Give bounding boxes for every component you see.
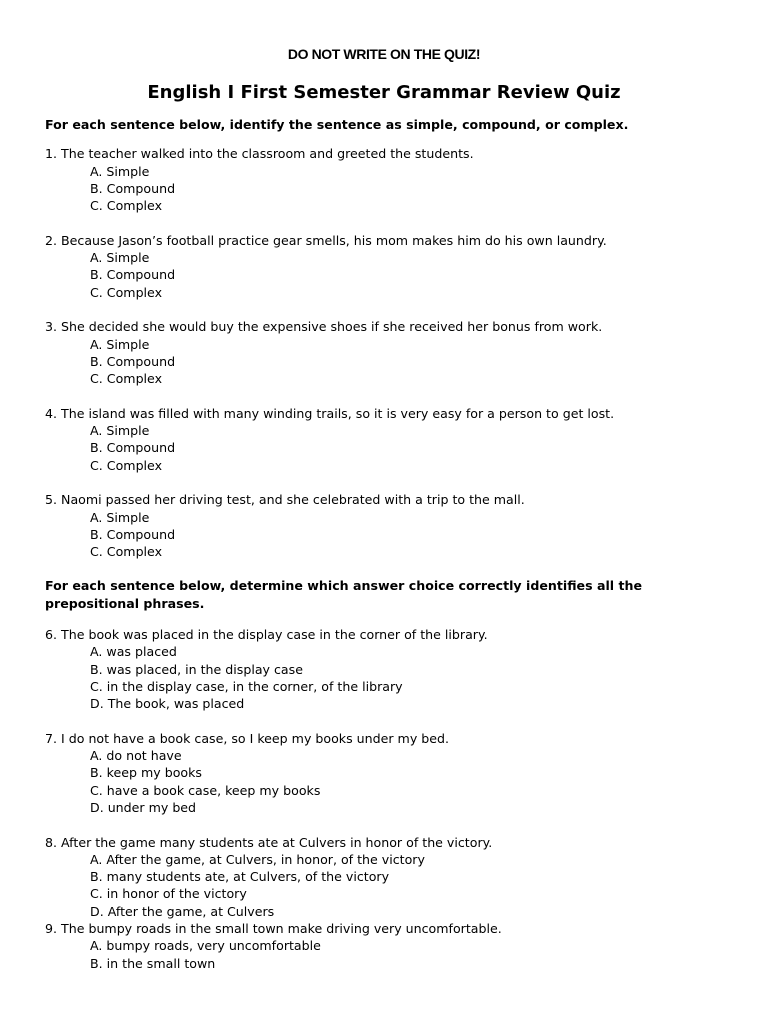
question-3	[45, 318, 725, 387]
option-b: B. Compound	[90, 180, 176, 196]
question-text: 3. She decided she would buy the expensive shoes if she received her bonus from work.	[45, 319, 603, 335]
option-b: B. many students ate, at Culvers, of the victory	[90, 869, 390, 885]
option-d: D. The book, was placed	[90, 696, 245, 712]
question-2	[45, 232, 725, 301]
option-c: C. Complex	[90, 371, 163, 387]
option-a: A. was placed	[90, 644, 177, 660]
option-b: B. Compound	[90, 267, 176, 283]
option-c: C. have a book case, keep my books	[90, 782, 321, 798]
option-a: A. Simple	[90, 163, 150, 179]
option-a: A. After the game, at Culvers, in honor, of the victory	[90, 851, 425, 867]
question-text: 4. The island was filled with many winding trails, so it is very easy for a person to get lost.	[45, 405, 615, 421]
option-c: C. in the display case, in the corner, of the library	[90, 678, 403, 694]
option-c: C. Complex	[90, 457, 163, 473]
option-b: B. in the small town	[90, 955, 216, 971]
option-c: C. Complex	[90, 544, 163, 560]
option-a: A. Simple	[90, 336, 150, 352]
question-4	[45, 405, 725, 474]
option-b: B. Compound	[90, 353, 176, 369]
option-d: D. under my bed	[90, 799, 197, 815]
option-c: C. in honor of the victory	[90, 886, 247, 902]
question-text: 2. Because Jason’s football practice gear smells, his mom makes him do his own laundry.	[45, 232, 607, 248]
option-a: A. do not have	[90, 748, 182, 764]
option-a: A. Simple	[90, 509, 150, 525]
question-text: 8. After the game many students ate at Culvers in honor of the victory.	[45, 834, 493, 850]
section1-instruction: For each sentence below, identify the sentence as simple, compound, or complex.	[45, 117, 629, 132]
option-b: B. Compound	[90, 526, 176, 542]
question-text: 9. The bumpy roads in the small town make driving very uncomfortable.	[45, 921, 502, 937]
question-1	[45, 145, 725, 214]
option-a: A. bumpy roads, very uncomfortable	[90, 938, 321, 954]
quiz-title: English I First Semester Grammar Review Quiz	[147, 82, 621, 103]
question-text: 1. The teacher walked into the classroom and greeted the students.	[45, 146, 474, 162]
option-b: B. Compound	[90, 440, 176, 456]
option-c: C. Complex	[90, 284, 163, 300]
question-8	[45, 834, 725, 920]
option-a: A. Simple	[90, 250, 150, 266]
option-b: B. was placed, in the display case	[90, 661, 303, 677]
question-6	[45, 626, 725, 712]
option-d: D. After the game, at Culvers	[90, 903, 275, 919]
question-9	[45, 920, 725, 972]
option-a: A. Simple	[90, 423, 150, 439]
question-text: 6. The book was placed in the display case in the corner of the library.	[45, 627, 488, 643]
quiz-notice: DO NOT WRITE ON THE QUIZ!	[287, 46, 481, 62]
question-text: 5. Naomi passed her driving test, and she celebrated with a trip to the mall.	[45, 492, 525, 508]
option-c: C. Complex	[90, 198, 163, 214]
section2-instruction: For each sentence below, determine which answer choice correctly identifies all the prepositional phrases.	[45, 578, 643, 611]
question-text: 7. I do not have a book case, so I keep my books under my bed.	[45, 730, 450, 746]
question-5	[45, 491, 725, 560]
quiz-content	[45, 116, 725, 972]
question-7	[45, 730, 725, 816]
option-b: B. keep my books	[90, 765, 202, 781]
